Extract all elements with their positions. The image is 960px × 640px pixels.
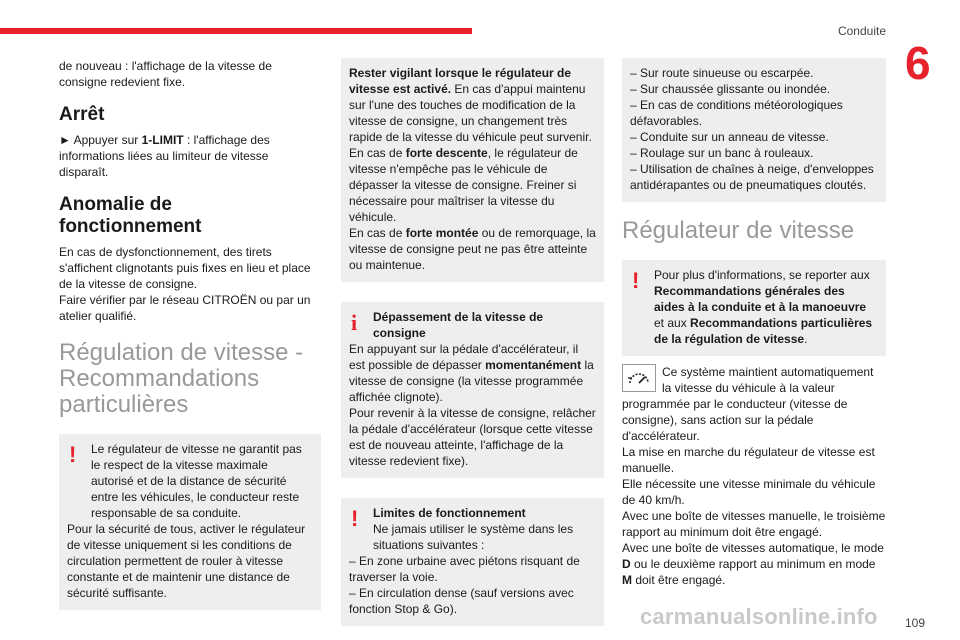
- top-accent-bar: [0, 28, 472, 34]
- anomalie-text: En cas de dysfonctionnement, des tirets s'affichent clignotants puis fixes en lieu et place de la vitesse de consigne.: [59, 245, 311, 291]
- page-number: 109: [905, 616, 926, 630]
- warning-box-regulateur: ! Le régulateur de vitesse ne garantit pas le respect de la vitesse maximale autorisé et de la distance de sécurité entre les véhicules, le conducteur reste responsable de sa conduite. Pour la sécurité de tous, activer le régulateur de vitesse uniquement si les conditions de circulation permettent de rouler à vitesse constante et de maintenir une distance de sécurité suffisante.: [59, 434, 321, 610]
- list-item: – Utilisation de chaînes à neige, d'enveloppes antidérapantes ou de pneumatiques cloutés.: [630, 162, 874, 192]
- section-title-regulation: Régulation de vitesse - Recommandations particulières: [59, 339, 304, 418]
- info-icon: i: [351, 310, 358, 335]
- bullet-arrow-icon: ►: [59, 133, 71, 147]
- vigilance-box: Rester vigilant lorsque le régulateur de vitesse est activé. En cas d'appui maintenu sur l'une des touches de modification de la vitesse de consigne, un changement très rapide de la vitesse du véhicule peut survenir. En cas de forte descente, le régulateur de vitesse n'empêche pas le véhicule de dépasser la vitesse de consigne. Freiner si nécessaire pour maîtriser la vitesse du véhicule. En cas de forte montée ou de remorquage, la vitesse de consigne peut ne pas être atteinte ou maintenue.: [341, 58, 604, 282]
- watermark: carmanualsonline.info: [640, 604, 878, 629]
- list-item: – Sur route sinueuse ou escarpée.: [630, 66, 814, 80]
- warning-box-limites: ! Limites de fonctionnement Ne jamais utiliser le système dans les situations suivantes : – En zone urbaine avec piétons risquant de traverser la voie. – En circulation dense (sauf versions avec fonction Stop & Go).: [341, 498, 604, 626]
- warning-box-informations: ! Pour plus d'informations, se reporter aux Recommandations générales des aides à la conduite et à la manoeuvre et aux Recommandations particulières de la régulation de vitesse.: [622, 260, 886, 356]
- list-item: – Sur chaussée glissante ou inondée.: [630, 82, 831, 96]
- intro-text: de nouveau : l'affichage de la vitesse de consigne redevient fixe.: [59, 59, 272, 89]
- section-name: Conduite: [837, 24, 886, 38]
- warning-icon: !: [632, 268, 640, 293]
- column-3: [622, 58, 886, 588]
- heading-arret: Arrêt: [59, 104, 105, 125]
- warning-icon: !: [69, 442, 77, 467]
- column-1: [59, 58, 321, 618]
- warning-icon: !: [351, 506, 359, 531]
- list-item: – Conduite sur un anneau de vitesse.: [630, 130, 829, 144]
- arret-text: ► Appuyer sur 1-LIMIT : l'affichage des informations liées au limiteur de vitesse disparaît.: [59, 133, 270, 179]
- info-box-depassement: i Dépassement de la vitesse de consigne En appuyant sur la pédale d'accélérateur, il est possible de dépasser momentanément la vitesse de consigne (la vitesse programmée affichée clignote). Pour revenir à la vitesse de consigne, relâcher la pédale d'accélérateur (lorsque cette vitesse est de nouveau atteinte, l'affichage de la vitesse redevient fixe).: [341, 302, 604, 478]
- speedometer-icon: [622, 364, 656, 392]
- chapter-number: 6: [905, 37, 931, 89]
- section-title-regulateur: Régulateur de vitesse: [622, 217, 855, 244]
- regulateur-body: Ce système maintient automatiquement la vitesse du véhicule à la valeur programmée par le conducteur (vitesse de consigne), sans action sur la pédale d'accélérateur. La mise en marche du régulateur de vitesse est manuelle. Elle nécessite une vitesse minimale du véhicule de 40 km/h. Avec une boîte de vitesses manuelle, le troisième rapport au minimum doit être engagé. Avec une boîte de vitesses automatique, le mode D ou le deuxième rapport au minimum en mode M doit être engagé.: [622, 365, 886, 587]
- column-2: [341, 58, 604, 634]
- limits-list-box: [622, 58, 886, 202]
- heading-anomalie: Anomalie de fonctionnement: [59, 194, 202, 237]
- list-item: – En cas de conditions météorologiques défavorables.: [630, 98, 843, 128]
- list-item: – Roulage sur un banc à rouleaux.: [630, 146, 814, 160]
- anomalie-text-2: Faire vérifier par le réseau CITROËN ou par un atelier qualifié.: [59, 293, 311, 323]
